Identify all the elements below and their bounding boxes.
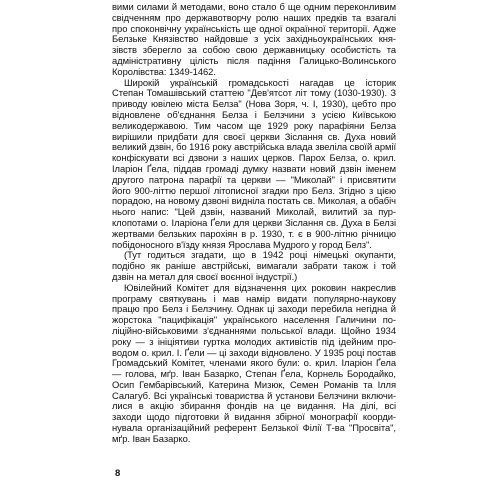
text-line: вими силами й методами, воно стало б ще одним переконливим bbox=[112, 1, 396, 12]
text-line: ліційно-військовими з'єднаннями польської влади. Щойно 1934 bbox=[112, 324, 396, 336]
text-line: програму святкувань і мав намір видати популярно-наукову bbox=[112, 292, 396, 304]
text-line: року — з ініціятиви гуртка молодих активістів під ідейним про- bbox=[112, 335, 396, 347]
text-line: Белзьке Князівство найдовше з усіх західньоукраїнських кня- bbox=[112, 33, 396, 45]
text-line: Ювілейний Комітет для відзначення цих роковин накреслив bbox=[124, 281, 396, 293]
text-line: клопотами о. Іларіона Ґели для церкви Зіслання св. Духа в Белзі bbox=[112, 216, 396, 228]
text-line: великодержавою. Тим часом ще 1929 року парафіяни Белза bbox=[112, 119, 396, 131]
text-line: нувала організаційний референт Белзької Філії Т-ва "Просвіта", bbox=[112, 422, 396, 434]
page-number: 8 bbox=[115, 468, 121, 479]
text-line: адміністративну цілість після падіння Галицько-Волинського bbox=[112, 54, 396, 66]
text-line: працю про Белз і Белзчину. Однак ці заходи перебила негідна й bbox=[112, 303, 396, 315]
text-line: Громадський Комітет, членами якого були: о. крил. Іларіон Ґела bbox=[112, 357, 396, 369]
text-line: Королівства: 1349-1462. bbox=[112, 65, 216, 77]
text-line: Салагуб. Всі українські товариства й установи Белзчини включи- bbox=[112, 389, 396, 401]
text-line: заходи щодо підготовки й видання збірної монографії коорди- bbox=[112, 411, 396, 423]
text-line: лися в акцію збирання фондів на це видання. На ділі, всі bbox=[112, 400, 396, 412]
text-line: — голова, мґр. Іван Базарко, Степан Ґела, Корнель Бородайко, bbox=[112, 368, 396, 380]
text-line: жертвами белзьких парохіян в р. 1930, т. є в 900-літню річницю bbox=[112, 227, 396, 239]
text-line: про споконвічну українськість ще одної окраїнної території. Адже bbox=[112, 22, 396, 34]
text-line: його 900-літтю першої літописної згадки про Белз. Згідно з цією bbox=[112, 184, 396, 196]
text-line: Іларіон Ґела, піддав громаді думку назвати новий дзвін іменем bbox=[112, 162, 396, 174]
text-line: нього напис: "Цей дзвін, названий Миколай, вилитий за пур- bbox=[112, 206, 396, 218]
text-line: подібно як раніше австрійські, вимагали забрати також і той bbox=[112, 260, 396, 272]
text-line: (Тут годиться згадати, що в 1942 році німецькі окупанти, bbox=[124, 249, 396, 261]
text-line: вирішили придбати для своєї церкви Зіслання св. Духа новий bbox=[112, 130, 396, 142]
text-line: другого патрона парафії та церкви — "Миколай" і присвятити bbox=[112, 173, 396, 185]
body-text bbox=[112, 2, 396, 445]
text-line: побідоносного в'їзду князя Ярослава Мудрого у город Белз". bbox=[112, 238, 372, 250]
text-line: відновлене об'єднання Белза і Белзчини з усією Київською bbox=[112, 108, 396, 120]
text-line: приводу ювілею міста Белза" (Нова Зоря, ч. І, 1930), цебто про bbox=[112, 98, 396, 110]
text-line: дзвін на метал для своєї воєнної індустрії.) bbox=[112, 270, 298, 282]
text-line: мґр. Іван Базарко. bbox=[112, 432, 191, 444]
text-line: Осип Гембарівський, Катерина Мизюк, Семен Романів та Ілля bbox=[112, 378, 396, 390]
text-line: жорстока "пацифікація" українського населення Галичини по- bbox=[112, 314, 396, 326]
text-line: зівств зберегло за собою свою державницьку особистість та bbox=[112, 44, 396, 56]
text-line: великий дзвін, бо 1916 року австрійська влада звеліла своїй армії bbox=[112, 141, 396, 153]
text-line: конфіскувати всі дзвони з наших церков. Парох Белза, о. крил. bbox=[112, 152, 396, 164]
text-line: Широкій українській громадськості нагадав це історик bbox=[124, 76, 396, 88]
text-line: Степан Томашівський статтею "Дев'ятсот літ тому (1030-1930). З bbox=[112, 87, 396, 99]
text-line: порадою, на новому дзвоні виднілa постать св. Миколая, а обабіч bbox=[112, 195, 396, 207]
text-line: свідченням про державотворчу ролю наших предків та взагалі bbox=[112, 11, 396, 23]
text-line: водом о. крил. І. Ґели — ці заходи відновлено. У 1935 році постав bbox=[112, 346, 396, 358]
